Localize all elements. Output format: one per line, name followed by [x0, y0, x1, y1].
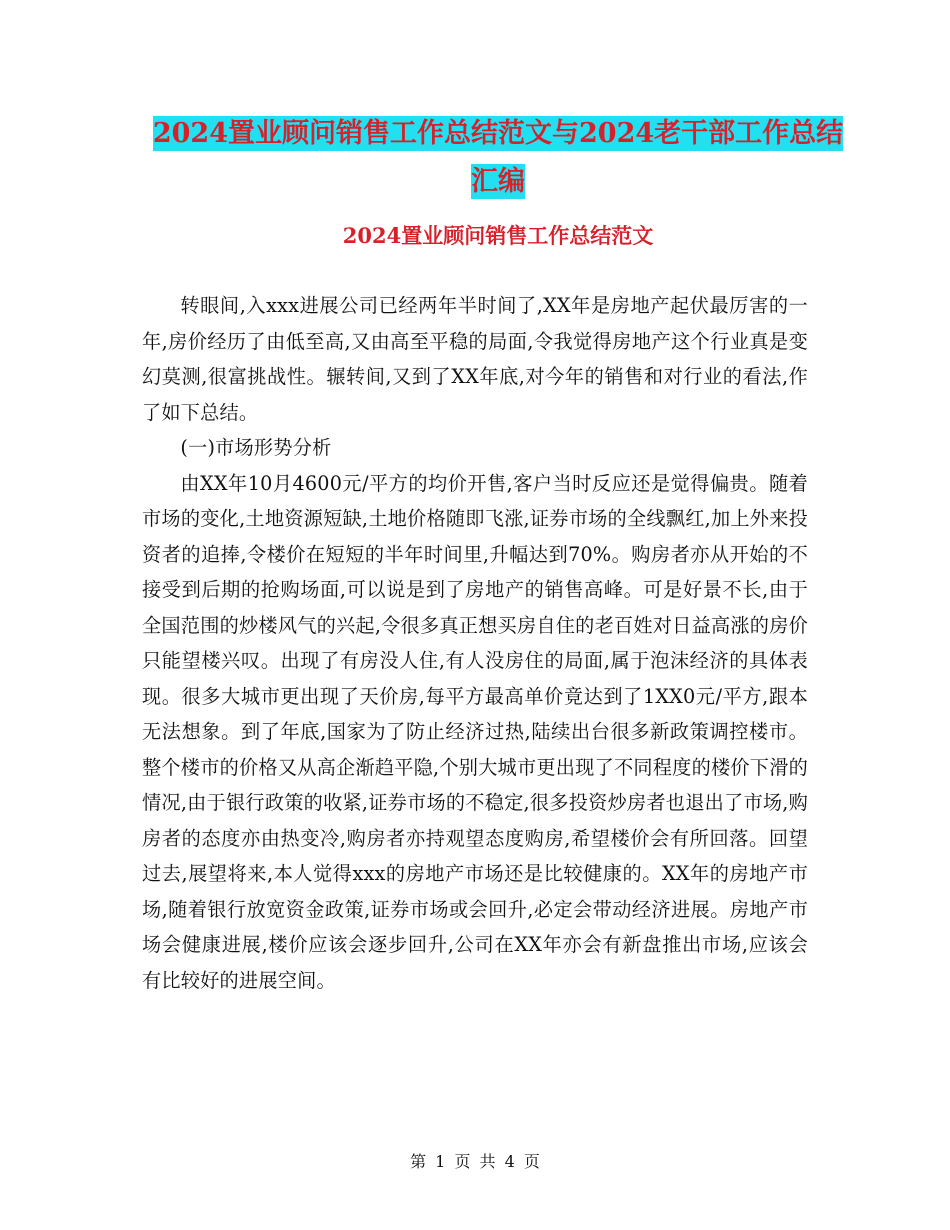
title-highlight: 2024置业顾问销售工作总结范文与2024老干部工作总结汇编 [152, 118, 844, 197]
paragraph: 由XX年10月4600元/平方的均价开售,客户当时反应还是觉得偏贵。随着市场的变化,土地资源短缺,土地价格随即飞涨,证券市场的全线飘红,加上外来投资者的追捧,令楼价在短短的半年时间里,升幅达到70%。购房者亦从开始的不接受到后期的抢购场面,可以说是到了房地产的销售高峰。可是好景不长,由于全国范围的炒楼风气的兴起,令很多真正想买房自住的老百姓对日益高涨的房价只能望楼兴叹。出现了有房没人住,有人没房住的局面,属于泡沫经济的具体表现。很多大城市更出现了天价房,每平方最高单价竟达到了1XX0元/平方,跟本无法想象。到了年底,国家为了防止经济过热,陆续出台很多新政策调控楼市。整个楼市的价格又从高企渐趋平隐,个别大城市更出现了不同程度的楼价下滑的情况,由于银行政策的收紧,证券市场的不稳定,很多投资炒房者也退出了市场,购房者的态度亦由热变冷,购房者亦持观望态度购房,希望楼价会有所回落。回望过去,展望将来,本人觉得xxx的房地产市场还是比较健康的。XX年的房地产市场,随着银行放宽资金政策,证券市场或会回升,必定会带动经济进展。房地产市场会健康进展,楼价应该会逐步回升,公司在XX年亦会有新盘推出市场,应该会有比较好的进展空间。 [142, 471, 808, 992]
body-text [142, 288, 808, 998]
document-title [140, 110, 856, 206]
paragraph-heading: (一)市场形势分析 [180, 436, 332, 459]
section-title: 2024置业顾问销售工作总结范文 [342, 223, 654, 248]
paragraph: 转眼间,入xxx进展公司已经两年半时间了,XX年是房地产起伏最厉害的一年,房价经历了由低至高,又由高至平稳的局面,令我觉得房地产这个行业真是变幻莫测,很富挑战性。辗转间,又到了XX年底,对今年的销售和对行业的看法,作了如下总结。 [142, 294, 808, 424]
page-footer: 第 1 页 共 4 页 [410, 1152, 540, 1171]
